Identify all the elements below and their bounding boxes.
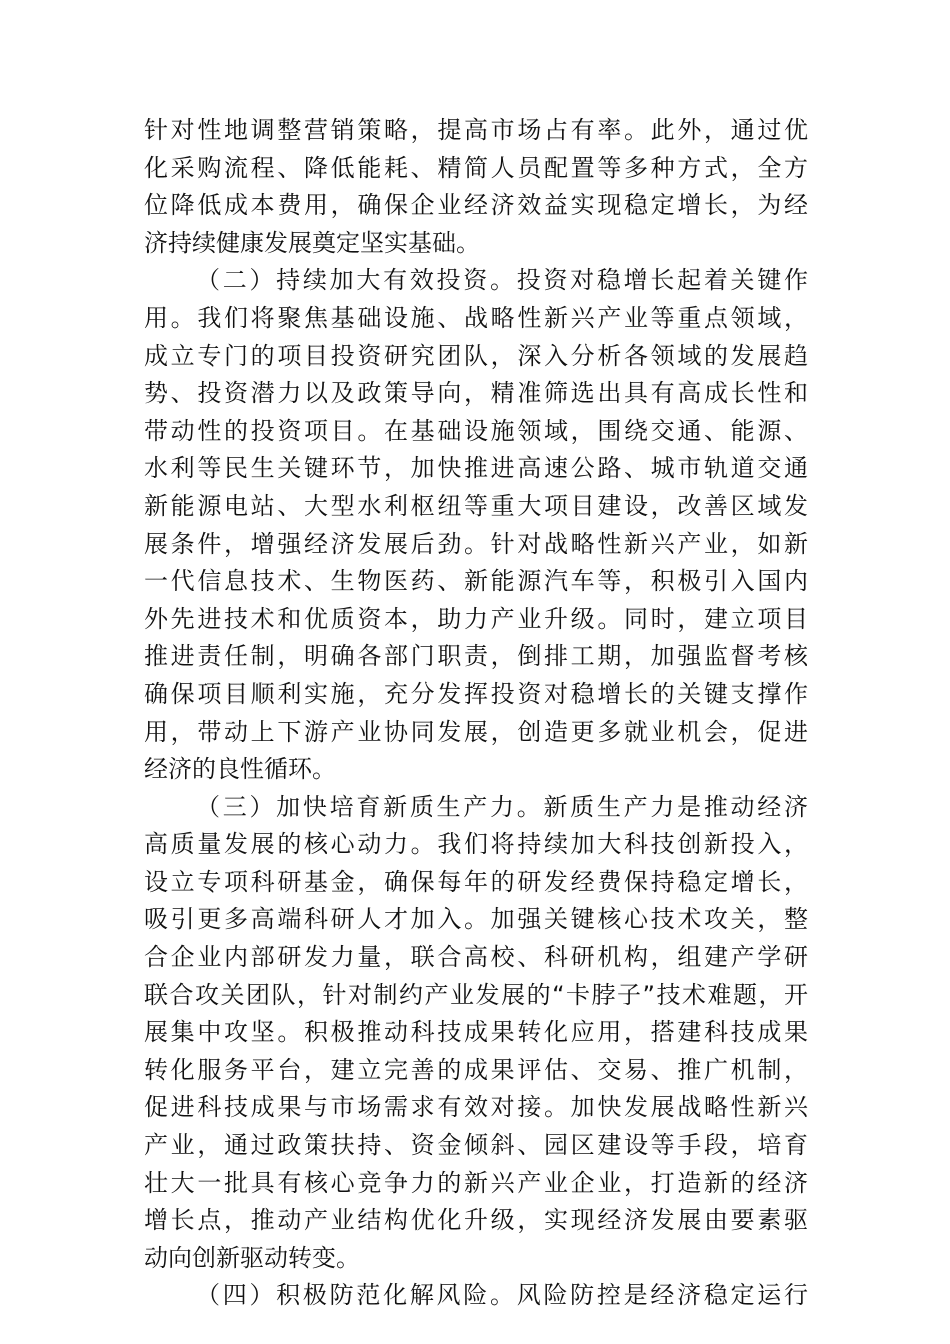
text-line: 推进责任制，明确各部门职责，倒排工期，加强监督考核: [144, 642, 808, 671]
text-line: 外先进技术和优质资本，助力产业升级。同时，建立项目: [144, 604, 808, 633]
text-line: 针对性地调整营销策略，提高市场占有率。此外，通过优: [144, 116, 808, 144]
document-body-text: [144, 112, 808, 1315]
text-line: 一代信息技术、生物医药、新能源汽车等，积极引入国内: [144, 567, 808, 596]
text-line: 带动性的投资项目。在基础设施领域，围绕交通、能源、: [144, 416, 808, 445]
text-line: 高质量发展的核心动力。我们将持续加大科技创新投入，: [144, 830, 808, 859]
text-line: 增长点，推动产业结构优化升级，实现经济发展由要素驱: [144, 1206, 808, 1235]
text-line: 产业，通过政策扶持、资金倾斜、园区建设等手段，培育: [144, 1131, 808, 1160]
text-line: 确保项目顺利实施，充分发挥投资对稳增长的关键支撑作: [144, 679, 808, 708]
paragraph-first-line: （三）加快培育新质生产力。新质生产力是推动经济: [196, 792, 808, 821]
text-line: 壮大一批具有核心竞争力的新兴产业企业，打造新的经济: [144, 1168, 808, 1197]
text-line: 势、投资潜力以及政策导向，精准筛选出具有高成长性和: [144, 379, 808, 408]
text-line: 用，带动上下游产业协同发展，创造更多就业机会，促进: [144, 717, 808, 746]
paragraph-first-line: （四）积极防范化解风险。风险防控是经济稳定运行: [196, 1281, 808, 1310]
text-line: 化采购流程、降低能耗、精简人员配置等多种方式，全方: [144, 153, 808, 182]
paragraph-first-line: （二）持续加大有效投资。投资对稳增长起着关键作: [196, 266, 808, 295]
text-line: 成立专门的项目投资研究团队，深入分析各领域的发展趋: [144, 341, 808, 370]
text-line: 经济的良性循环。: [144, 755, 336, 784]
text-line: 转化服务平台，建立完善的成果评估、交易、推广机制，: [144, 1055, 808, 1084]
text-line: 展集中攻坚。积极推动科技成果转化应用，搭建科技成果: [144, 1018, 808, 1047]
text-line: 济持续健康发展奠定坚实基础。: [144, 228, 480, 257]
text-line: 促进科技成果与市场需求有效对接。加快发展战略性新兴: [144, 1093, 808, 1122]
text-line: 展条件，增强经济发展后劲。针对战略性新兴产业，如新: [144, 529, 808, 558]
text-line: 吸引更多高端科研人才加入。加强关键核心技术攻关，整: [144, 905, 808, 934]
text-line: 动向创新驱动转变。: [144, 1243, 360, 1272]
text-line: 联合攻关团队，针对制约产业发展的“卡脖子”技术难题，开: [144, 980, 808, 1009]
text-line: 水利等民生关键环节，加快推进高速公路、城市轨道交通: [144, 454, 808, 483]
text-line: 新能源电站、大型水利枢纽等重大项目建设，改善区域发: [144, 491, 808, 520]
text-line: 合企业内部研发力量，联合高校、科研机构，组建产学研: [144, 943, 808, 972]
text-line: 用。我们将聚焦基础设施、战略性新兴产业等重点领域，: [144, 303, 808, 332]
text-line: 设立专项科研基金，确保每年的研发经费保持稳定增长，: [144, 867, 808, 896]
text-line: 位降低成本费用，确保企业经济效益实现稳定增长，为经: [144, 191, 808, 220]
